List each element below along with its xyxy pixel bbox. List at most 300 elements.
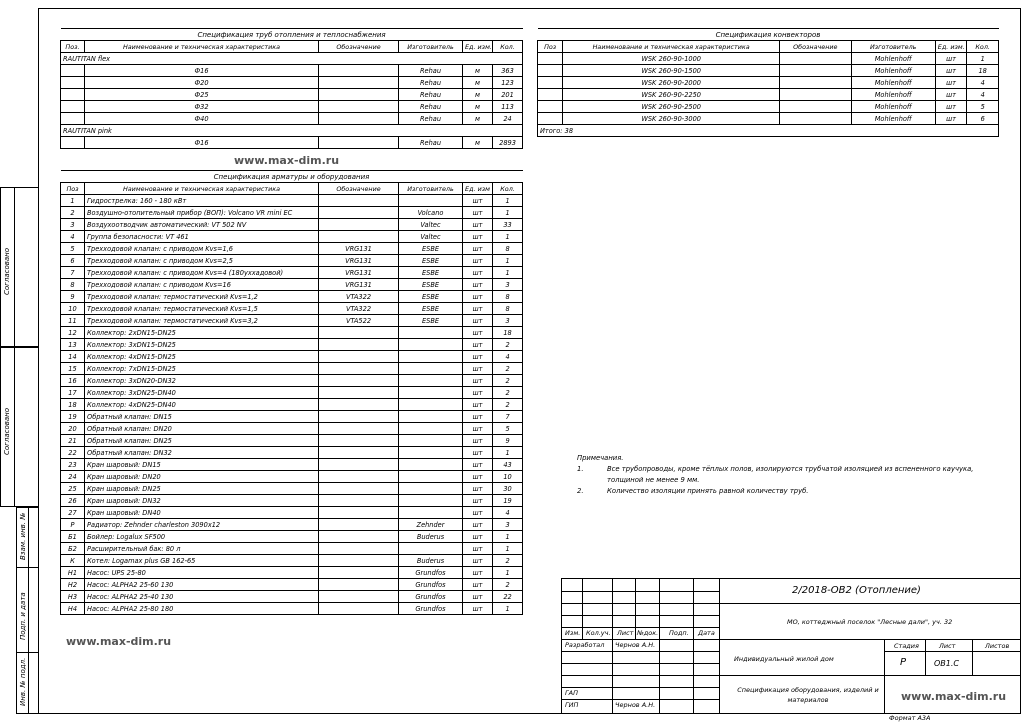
cell-code (319, 89, 399, 101)
cell-code (319, 219, 399, 231)
cell-qty: 1 (493, 195, 523, 207)
cell-unit: шт (935, 113, 967, 125)
cell-maker: Mohlenhoff (851, 65, 935, 77)
cell-qty: 1 (493, 531, 523, 543)
cell-unit: шт (463, 219, 493, 231)
header-cell: Ед. изм (463, 183, 493, 195)
cell-unit: шт (463, 483, 493, 495)
cell-name: Коллектор: 3хDN20-DN32 (85, 375, 319, 387)
cell-code (319, 555, 399, 567)
cell-maker: Grundfos (399, 579, 463, 591)
watermark-1: www.max-dim.ru (234, 154, 340, 167)
table-title-row (61, 171, 523, 183)
cell-unit: шт (463, 567, 493, 579)
header-cell: Кол. (493, 41, 523, 53)
cell-code (319, 363, 399, 375)
cell-qty: 5 (967, 101, 999, 113)
cell-pos: 21 (61, 435, 85, 447)
cell-code (319, 351, 399, 363)
stage-label: Стадия (894, 642, 919, 650)
cell-maker: ESBE (399, 291, 463, 303)
cell-unit: шт (463, 351, 493, 363)
cell-unit: шт (463, 507, 493, 519)
cell-qty: 18 (493, 327, 523, 339)
table-group-row (61, 53, 523, 65)
cell-pos: 13 (61, 339, 85, 351)
table-row (61, 255, 523, 267)
table-title-row (538, 29, 999, 41)
cell-name: WSK 260-90-2250 (563, 89, 780, 101)
cell-pos (61, 101, 85, 113)
cell-qty: 4 (967, 77, 999, 89)
table-row (538, 53, 999, 65)
cell-code (319, 101, 399, 113)
cell-unit: шт (463, 375, 493, 387)
cell-qty: 33 (493, 219, 523, 231)
cell-unit: шт (935, 89, 967, 101)
cell-name: Трехходовой клапан: с приводом Kvs=1,6 (85, 243, 319, 255)
cell-maker: Rehau (399, 101, 463, 113)
cell-code (780, 113, 852, 125)
cell-name: Ф25 (85, 89, 319, 101)
cell-unit: шт (463, 603, 493, 615)
cell-name: Коллектор: 3хDN15-DN25 (85, 339, 319, 351)
cell-name: WSK 260-90-1000 (563, 53, 780, 65)
cell-code (780, 77, 852, 89)
table-header-row (61, 41, 523, 53)
cell-code (319, 483, 399, 495)
cell-maker: Grundfos (399, 591, 463, 603)
cell-name: Ф16 (85, 137, 319, 149)
group-name: RAUTITAN pink (61, 125, 523, 137)
cell-name: Коллектор: 7хDN15-DN25 (85, 363, 319, 375)
cell-maker (399, 507, 463, 519)
cell-unit: м (463, 65, 493, 77)
table-row (61, 291, 523, 303)
cell-unit: шт (463, 231, 493, 243)
cell-qty: 2 (493, 339, 523, 351)
cell-code (319, 207, 399, 219)
gip-name: Чернов А.Н. (615, 701, 656, 709)
cell-maker (399, 423, 463, 435)
cell-unit: шт (935, 101, 967, 113)
developed-label: Разработал (565, 641, 605, 649)
header-cell: Поз (538, 41, 563, 53)
cell-code (319, 495, 399, 507)
table-row (61, 65, 523, 77)
table-row (61, 243, 523, 255)
table-title: Спецификация труб отопления и теплоснабжения (61, 29, 523, 41)
sheet-title: Спецификация оборудования, изделий и материалов (737, 686, 879, 704)
cell-unit: шт (463, 315, 493, 327)
cell-name: Трехходовой клапан: с приводом Kvs=16 (85, 279, 319, 291)
cell-qty: 18 (967, 65, 999, 77)
table-row (538, 89, 999, 101)
sign-date-label: Подп. и дата (19, 592, 27, 640)
cell-pos: 15 (61, 363, 85, 375)
table-row (61, 411, 523, 423)
cell-name: Коллектор: 4хDN15-DN25 (85, 351, 319, 363)
cell-pos: 24 (61, 471, 85, 483)
table-row (61, 101, 523, 113)
cell-unit: шт (463, 531, 493, 543)
cell-code (319, 339, 399, 351)
cell-code (780, 89, 852, 101)
cell-maker: ESBE (399, 303, 463, 315)
table-row (538, 77, 999, 89)
sheets-label: Листов (985, 642, 1010, 650)
cell-name: Насос: UPS 25-80 (85, 567, 319, 579)
cell-maker (399, 543, 463, 555)
cell-pos: К (61, 555, 85, 567)
cell-name: Гидрострелка: 160 - 180 кВт (85, 195, 319, 207)
cell-qty: 201 (493, 89, 523, 101)
cell-pos: 12 (61, 327, 85, 339)
cell-name: Коллектор: 3хDN25-DN40 (85, 387, 319, 399)
header-cell: Обозначение (319, 183, 399, 195)
notes-title: Примечания. (577, 454, 624, 462)
cell-pos: 1 (61, 195, 85, 207)
cell-name: Трехходовой клапан: с приводом Kvs=4 (180уххадовой) (85, 267, 319, 279)
cell-name: Обратный клапан: DN32 (85, 447, 319, 459)
table-row (61, 447, 523, 459)
table-row (61, 137, 523, 149)
cell-code (319, 543, 399, 555)
cell-code (319, 375, 399, 387)
cell-code (319, 603, 399, 615)
cell-maker: Rehau (399, 137, 463, 149)
cell-maker: Mohlenhoff (851, 101, 935, 113)
cell-unit: шт (463, 279, 493, 291)
table-row (538, 113, 999, 125)
col-list: Лист (617, 629, 634, 637)
cell-pos: 2 (61, 207, 85, 219)
header-cell: Обозначение (319, 41, 399, 53)
cell-unit: шт (463, 411, 493, 423)
header-cell: Обозначение (780, 41, 852, 53)
note-2: 2. Количество изоляции принять равной количеству труб. (577, 487, 809, 495)
col-izm: Изм. (565, 629, 581, 637)
header-cell: Кол. (493, 183, 523, 195)
header-cell: Кол. (967, 41, 999, 53)
cell-name: Насос: ALPHA2 25-40 130 (85, 591, 319, 603)
cell-pos (538, 113, 563, 125)
table-row (61, 267, 523, 279)
cell-unit: м (463, 77, 493, 89)
cell-unit: шт (935, 77, 967, 89)
cell-code (319, 435, 399, 447)
cell-pos: 10 (61, 303, 85, 315)
cell-code (319, 531, 399, 543)
cell-qty: 2 (493, 579, 523, 591)
cell-maker: ESBE (399, 243, 463, 255)
cell-name: Котел: Logamax plus GB 162-65 (85, 555, 319, 567)
header-cell: Поз. (61, 41, 85, 53)
cell-pos: 14 (61, 351, 85, 363)
table-row (61, 303, 523, 315)
table-row (61, 363, 523, 375)
group-name: RAUTITAN flex (61, 53, 523, 65)
cell-name: Трехходовой клапан: термостатический Kvs=1,2 (85, 291, 319, 303)
table-row (61, 219, 523, 231)
cell-qty: 4 (493, 351, 523, 363)
gap-label: ГАП (565, 689, 578, 697)
cell-pos (538, 65, 563, 77)
table-row (61, 471, 523, 483)
cell-unit: шт (463, 291, 493, 303)
cell-pos (538, 89, 563, 101)
cell-qty: 10 (493, 471, 523, 483)
agreed-label-1: Согласовано (3, 247, 11, 295)
cell-unit: шт (463, 435, 493, 447)
cell-qty: 2 (493, 555, 523, 567)
cell-pos: 7 (61, 267, 85, 279)
header-cell: Наименование и техническая характеристика (85, 41, 319, 53)
cell-pos: 9 (61, 291, 85, 303)
cell-pos: 27 (61, 507, 85, 519)
cell-unit: шт (463, 303, 493, 315)
table-row (61, 375, 523, 387)
table-header-row (538, 41, 999, 53)
table-row (61, 327, 523, 339)
cell-qty: 1 (967, 53, 999, 65)
cell-name: WSK 260-90-2500 (563, 101, 780, 113)
header-cell: Ед. изм. (463, 41, 493, 53)
cell-maker: Rehau (399, 77, 463, 89)
cell-maker: Rehau (399, 113, 463, 125)
cell-maker: Mohlenhoff (851, 53, 935, 65)
table-row (61, 459, 523, 471)
title-block (561, 578, 1021, 714)
watermark-3: www.max-dim.ru (901, 690, 1007, 703)
table-row (61, 603, 523, 615)
cell-qty: 9 (493, 435, 523, 447)
table-row (61, 423, 523, 435)
total-label: Итого: 38 (538, 125, 999, 137)
cell-name: Бойлер: Logalux SF500 (85, 531, 319, 543)
cell-code (319, 231, 399, 243)
building-name: Индивидуальный жилой дом (734, 655, 834, 663)
cell-pos: 6 (61, 255, 85, 267)
cell-maker (399, 399, 463, 411)
cell-pos (538, 77, 563, 89)
cell-name: WSK 260-90-1500 (563, 65, 780, 77)
cell-qty: 123 (493, 77, 523, 89)
cell-unit: шт (463, 363, 493, 375)
table-row (61, 483, 523, 495)
table-row (61, 435, 523, 447)
cell-code (319, 591, 399, 603)
cell-qty: 4 (493, 507, 523, 519)
cell-pos: Р (61, 519, 85, 531)
cell-maker: Buderus (399, 531, 463, 543)
cell-unit: м (463, 101, 493, 113)
cell-qty: 1 (493, 207, 523, 219)
col-kol-uch: Кол.уч. (586, 629, 611, 637)
header-cell: Ед. изм. (935, 41, 967, 53)
cell-qty: 3 (493, 519, 523, 531)
stage-value: Р (900, 657, 907, 668)
cell-code (319, 579, 399, 591)
cell-code: VTA522 (319, 315, 399, 327)
col-ndok: №док. (637, 629, 659, 637)
cell-maker: Grundfos (399, 567, 463, 579)
table-row (61, 207, 523, 219)
cell-pos: 25 (61, 483, 85, 495)
cell-qty: 30 (493, 483, 523, 495)
cell-pos: 20 (61, 423, 85, 435)
cell-maker (399, 483, 463, 495)
cell-pos (61, 137, 85, 149)
cell-maker: ESBE (399, 255, 463, 267)
cell-name: WSK 260-90-3000 (563, 113, 780, 125)
cell-qty: 2 (493, 363, 523, 375)
cell-maker (399, 495, 463, 507)
cell-unit: шт (463, 447, 493, 459)
table-title-row (61, 29, 523, 41)
table-row (538, 65, 999, 77)
cell-maker (399, 471, 463, 483)
cell-qty: 43 (493, 459, 523, 471)
cell-maker: Valtec (399, 219, 463, 231)
cell-unit: шт (463, 471, 493, 483)
cell-unit: шт (463, 267, 493, 279)
cell-maker: ESBE (399, 267, 463, 279)
cell-unit: шт (463, 591, 493, 603)
cell-code: VRG131 (319, 243, 399, 255)
cell-unit: шт (463, 195, 493, 207)
cell-pos: 22 (61, 447, 85, 459)
table-row (61, 579, 523, 591)
cell-pos: 26 (61, 495, 85, 507)
table-row (61, 195, 523, 207)
cell-pos: Н3 (61, 591, 85, 603)
cell-qty: 113 (493, 101, 523, 113)
cell-code (319, 65, 399, 77)
cell-pos: Н4 (61, 603, 85, 615)
table-row (61, 351, 523, 363)
cell-maker: ESBE (399, 279, 463, 291)
table-row (61, 399, 523, 411)
cell-maker: Zehnder (399, 519, 463, 531)
cell-maker (399, 195, 463, 207)
cell-qty: 6 (967, 113, 999, 125)
cell-pos (61, 89, 85, 101)
table-total-row (538, 125, 999, 137)
cell-name: Обратный клапан: DN20 (85, 423, 319, 435)
watermark-2: www.max-dim.ru (66, 635, 172, 648)
cell-unit: шт (463, 423, 493, 435)
cell-name: Ф16 (85, 65, 319, 77)
cell-pos: 4 (61, 231, 85, 243)
cell-maker: Mohlenhoff (851, 113, 935, 125)
cell-unit: шт (463, 555, 493, 567)
cell-name: Трехходовой клапан: с приводом Kvs=2,5 (85, 255, 319, 267)
cell-code (319, 459, 399, 471)
cell-qty: 363 (493, 65, 523, 77)
object-name: МО, коттеджный поселок "Лесные дали", уч. 32 (787, 618, 953, 626)
cell-pos: 19 (61, 411, 85, 423)
cell-name: Кран шаровый: DN15 (85, 459, 319, 471)
cell-pos: 18 (61, 399, 85, 411)
cell-maker (399, 459, 463, 471)
developer-name: Чернов А.Н. (615, 641, 656, 649)
cell-pos: 17 (61, 387, 85, 399)
cell-name: Обратный клапан: DN25 (85, 435, 319, 447)
cell-code (780, 101, 852, 113)
cell-qty: 1 (493, 543, 523, 555)
cell-qty: 8 (493, 291, 523, 303)
cell-pos: 11 (61, 315, 85, 327)
cell-name: Воздушно-отопительный прибор (ВОП): Volcano VR mini EC (85, 207, 319, 219)
cell-unit: м (463, 137, 493, 149)
header-cell: Поз (61, 183, 85, 195)
cell-qty: 1 (493, 447, 523, 459)
table-row (61, 279, 523, 291)
cell-unit: шт (463, 519, 493, 531)
cell-maker: Rehau (399, 89, 463, 101)
cell-qty: 1 (493, 267, 523, 279)
cell-unit: шт (463, 459, 493, 471)
cell-code (319, 471, 399, 483)
cell-maker: Rehau (399, 65, 463, 77)
cell-name: Ф32 (85, 101, 319, 113)
cell-name: Трехходовой клапан: термостатический Kvs=3,2 (85, 315, 319, 327)
cell-unit: шт (463, 255, 493, 267)
table-title: Спецификация арматуры и оборудования (61, 171, 523, 183)
format-label: Формат А3А (889, 714, 931, 722)
cell-pos (538, 53, 563, 65)
sheet-label: Лист (939, 642, 956, 650)
cell-name: Трехходовой клапан: термостатический Kvs=1,5 (85, 303, 319, 315)
table-row (61, 387, 523, 399)
convectors-spec-table (537, 28, 999, 137)
cell-code: VTA322 (319, 291, 399, 303)
cell-maker: Mohlenhoff (851, 77, 935, 89)
cell-maker: Mohlenhoff (851, 89, 935, 101)
cell-unit: м (463, 89, 493, 101)
cell-qty: 4 (967, 89, 999, 101)
cell-pos: 5 (61, 243, 85, 255)
cell-pos (61, 77, 85, 89)
cell-qty: 3 (493, 315, 523, 327)
cell-maker (399, 411, 463, 423)
cell-name: WSK 260-90-2000 (563, 77, 780, 89)
cell-name: Кран шаровый: DN25 (85, 483, 319, 495)
cell-maker: Grundfos (399, 603, 463, 615)
table-row (61, 231, 523, 243)
cell-qty: 19 (493, 495, 523, 507)
cell-code: VRG131 (319, 279, 399, 291)
cell-qty: 2893 (493, 137, 523, 149)
cell-maker: ESBE (399, 315, 463, 327)
col-date: Дата (698, 629, 715, 637)
gip-label: ГИП (565, 701, 579, 709)
cell-maker (399, 375, 463, 387)
table-row (61, 519, 523, 531)
notes-block (577, 453, 997, 497)
cell-pos (61, 113, 85, 125)
cell-unit: шт (463, 579, 493, 591)
cell-code: VTA322 (319, 303, 399, 315)
cell-name: Группа безопасности: VT 461 (85, 231, 319, 243)
cell-unit: шт (463, 495, 493, 507)
cell-pos (61, 65, 85, 77)
table-row (61, 567, 523, 579)
cell-maker (399, 447, 463, 459)
cell-name: Расширительный бак: 80 л (85, 543, 319, 555)
cell-pos: 3 (61, 219, 85, 231)
